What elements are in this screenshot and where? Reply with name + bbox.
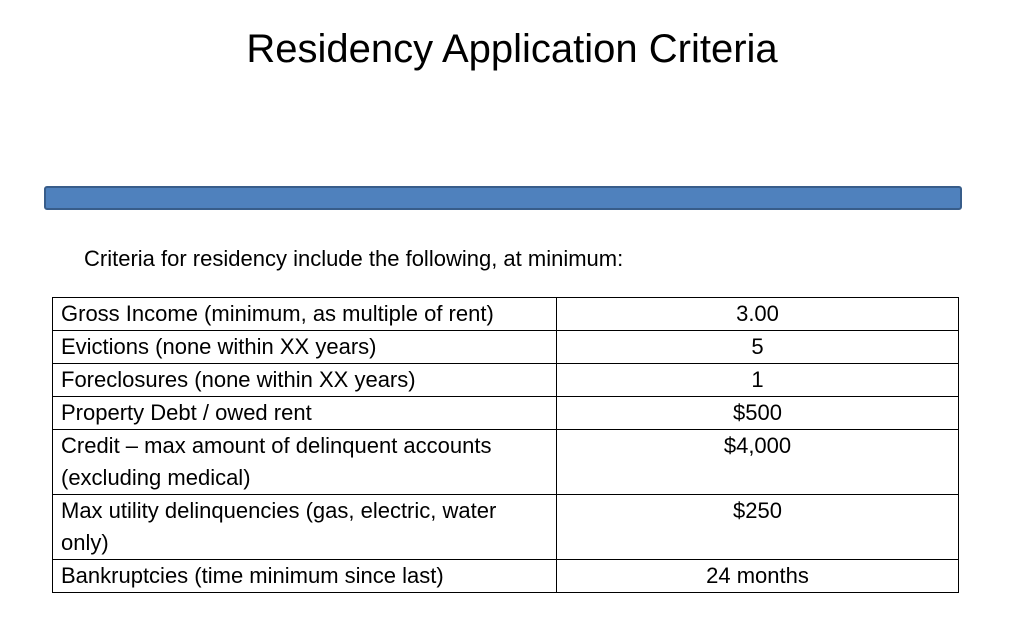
table-row [53,331,959,364]
criteria-value: 24 months [557,560,959,593]
criteria-table [52,297,959,593]
table-row [53,364,959,397]
intro-text: Criteria for residency include the following, at minimum: [84,246,624,271]
table-row [53,495,959,560]
criteria-label: Gross Income (minimum, as multiple of rent) [53,298,557,331]
criteria-label: Evictions (none within XX years) [53,331,557,364]
criteria-value: $500 [557,397,959,430]
table-row [53,397,959,430]
criteria-label: Bankruptcies (time minimum since last) [53,560,557,593]
table-row [53,560,959,593]
criteria-label: Foreclosures (none within XX years) [53,364,557,397]
criteria-label: Max utility delinquencies (gas, electric, water only) [53,495,557,560]
criteria-label: Property Debt / owed rent [53,397,557,430]
accent-divider-bar [44,186,962,210]
criteria-value: 5 [557,331,959,364]
criteria-value: 3.00 [557,298,959,331]
criteria-value: $250 [557,495,959,560]
criteria-value: $4,000 [557,430,959,495]
table-row [53,298,959,331]
criteria-label: Credit – max amount of delinquent accounts (excluding medical) [53,430,557,495]
slide-title: Residency Application Criteria [246,27,778,71]
table-row [53,430,959,495]
criteria-value: 1 [557,364,959,397]
